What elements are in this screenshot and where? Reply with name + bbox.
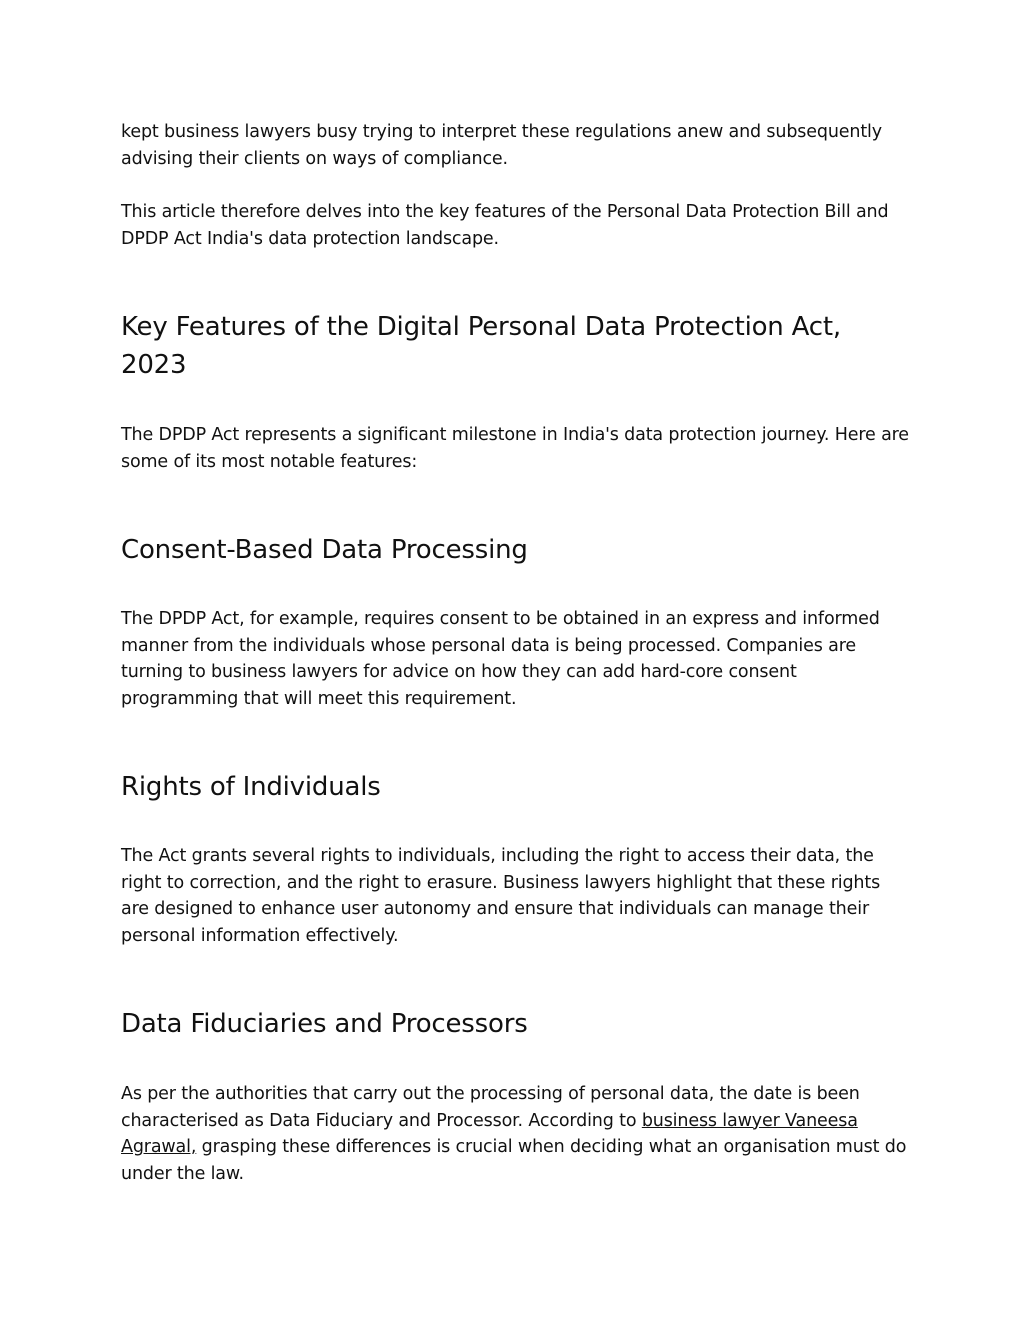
paragraph-fiduciaries-text-after: grasping these differences is crucial when deciding what an organisation must do under the law. [121, 1137, 907, 1184]
heading-rights: Rights of Individuals [121, 772, 381, 802]
heading-fiduciaries: Data Fiduciaries and Processors [121, 1009, 528, 1039]
heading-key-features: Key Features of the Digital Personal Data Protection Act, 2023 [121, 312, 841, 380]
paragraph-fiduciaries-text-before: As per the authorities that carry out the processing of personal data, the date is been characterised as Data Fiduciary and Processor. According to [121, 1084, 860, 1131]
paragraph-key-features-intro: The DPDP Act represents a significant milestone in India's data protection journey. Here are some of its most notable features: [121, 425, 909, 472]
paragraph-fiduciaries [121, 1081, 911, 1187]
paragraph-intro-continued: kept business lawyers busy trying to interpret these regulations anew and subsequently advising their clients on ways of compliance. [121, 122, 882, 169]
paragraph-rights: The Act grants several rights to individuals, including the right to access their data, the right to correction, and the right to erasure. Business lawyers highlight that these rights are designed to enhance user autonomy and ensure that individuals can manage their personal information effectively. [121, 846, 881, 946]
heading-consent: Consent-Based Data Processing [121, 535, 528, 565]
business-lawyer-link[interactable]: business lawyer Vaneesa Agrawal, [121, 1110, 858, 1157]
paragraph-consent: The DPDP Act, for example, requires consent to be obtained in an express and informed manner from the individuals whose personal data is being processed. Companies are turning to business lawyers for advice on how they can add hard-core consent programming that will meet this requirement. [121, 609, 880, 709]
paragraph-article-intro: This article therefore delves into the key features of the Personal Data Protection Bill and DPDP Act India's data protection landscape. [121, 202, 889, 249]
